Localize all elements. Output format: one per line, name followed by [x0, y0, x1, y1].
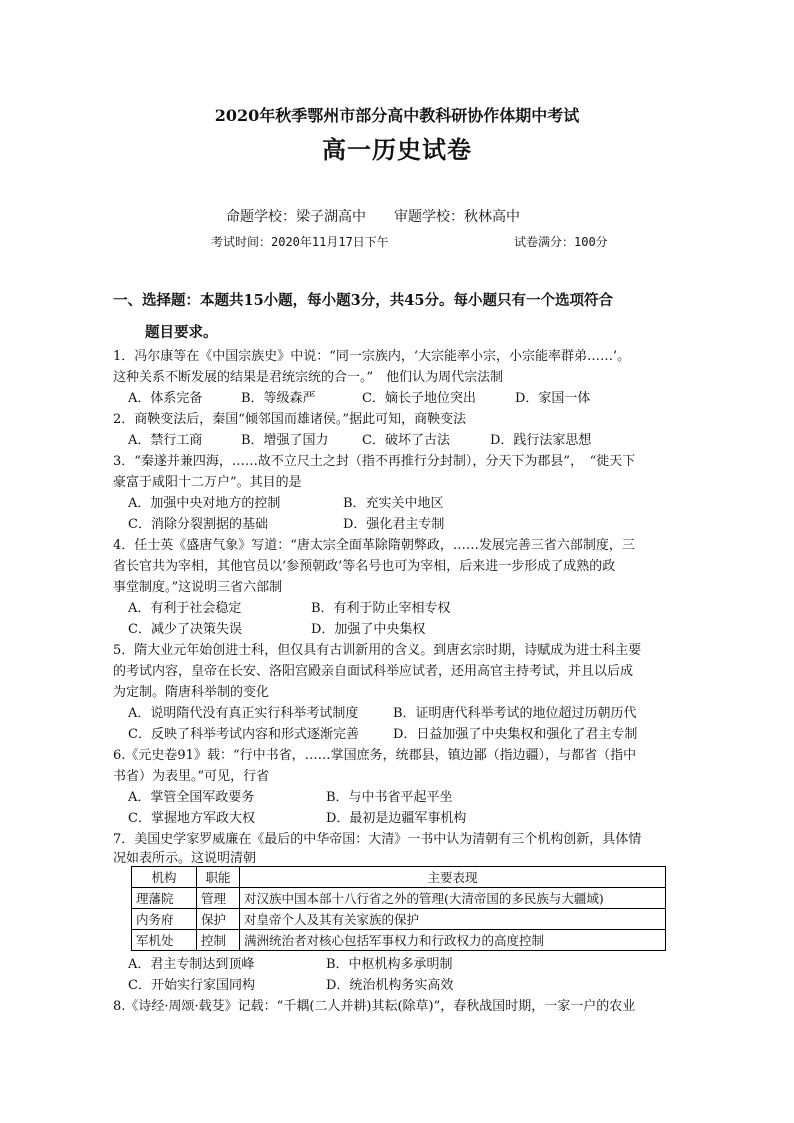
table-cell: 保护: [197, 909, 240, 930]
question-5-text-cont1: 的考试内容，皇帝在长安、洛阳宫殿亲自面试科举应试者，还用高官主持考试，并且以后成: [113, 664, 634, 679]
exam-time: 考试时间：2020年11月17日下午: [211, 235, 389, 249]
table-header-cell: 主要表现: [240, 867, 666, 888]
table-cell: 内务府: [132, 909, 197, 930]
section-heading-cont: 题目要求。: [145, 324, 218, 341]
section-heading: 一、选择题：本题共15小题，每小题3分，共45分。每小题只有一个选项符合: [113, 292, 613, 309]
question-4-text-cont1: 省长官共为宰相，其他官员以‘参预朝政’等名号也可为宰相，后来进一步形成了成熟的政: [113, 559, 616, 574]
q1-option-a: A．体系完备: [128, 391, 203, 406]
question-5-text: 5．隋大业元年始创进士科，但仅具有古训新用的含义。到唐玄宗时期，诗赋成为进士科主要: [113, 643, 642, 658]
table-cell: 对皇帝个人及其有关家族的保护: [240, 909, 666, 930]
q5-option-d: D．日益加强了中央集权和强化了君主专制: [393, 727, 638, 742]
q3-option-d: D．强化君主专制: [343, 517, 445, 532]
table-cell: 满洲统治者对核心包括军事权力和行政权力的高度控制: [240, 930, 666, 951]
q2-option-c: C．破坏了古法: [362, 433, 450, 448]
q6-option-b: B．与中书省平起平坐: [326, 790, 453, 805]
q7-option-c: C．开始实行家国同构: [128, 978, 255, 993]
table-cell: 管理: [197, 888, 240, 909]
q1-option-d: D．家国一体: [515, 391, 591, 406]
question-6-text-cont: 书省）为表里。”可见，行省: [113, 769, 270, 784]
question-3-text-cont: 豪富于咸阳十二万户”。其目的是: [113, 475, 302, 490]
q4-option-a: A．有利于社会稳定: [128, 601, 242, 616]
table-cell: 控制: [197, 930, 240, 951]
q2-option-a: A．禁行工商: [128, 433, 203, 448]
table-header-cell: 机构: [132, 867, 197, 888]
exam-title: 2020年秋季鄂州市部分高中教科研协作体期中考试: [214, 106, 580, 125]
table-header-cell: 职能: [197, 867, 240, 888]
question-1-text: 1．冯尔康等在《中国宗族史》中说：“同一宗族内，‘大宗能率小宗，小宗能率群弟……’。: [113, 349, 631, 364]
question-5-text-cont2: 为定制。隋唐科举制的变化: [113, 685, 270, 700]
q3-option-b: B．充实关中地区: [343, 496, 444, 511]
q5-option-a: A．说明隋代没有真正实行科举考试制度: [128, 706, 359, 721]
question-3-text: 3．“秦遂并兼四海，……故不立尺土之封（指不再推行分封制），分天下为郡县”， “徙天下: [113, 454, 636, 469]
q4-option-d: D．加强了中央集权: [311, 622, 426, 637]
table-row: [132, 930, 666, 951]
q3-option-a: A．加强中央对地方的控制: [128, 496, 281, 511]
table-row: [132, 909, 666, 930]
q6-option-a: A．掌管全国军政要务: [128, 790, 255, 805]
question-7-text: 7．美国史学家罗威廉在《最后的中华帝国：大清》一书中认为清朝有三个机构创新，具体情: [113, 832, 642, 847]
q2-option-d: D．践行法家思想: [490, 433, 592, 448]
q4-option-c: C．减少了决策失误: [128, 622, 242, 637]
question-4-text-cont2: 事堂制度。”这说明三省六部制: [113, 580, 283, 595]
q6-option-c: C．掌握地方军政大权: [128, 811, 255, 826]
q7-option-a: A．君主专制达到顶峰: [128, 957, 255, 972]
q1-option-b: B．等级森严: [241, 391, 316, 406]
q5-option-b: B．证明唐代科举考试的地位超过历朝历代: [393, 706, 637, 721]
schools-line: 命题学校：梁子湖高中 审题学校：秋林高中: [226, 209, 520, 225]
table-row: [132, 888, 666, 909]
exam-subject-title: 高一历史试卷: [322, 135, 472, 164]
question-1-text-cont: 这种关系不断发展的结果是君统宗统的合一。” 他们认为周代宗法制: [113, 370, 504, 385]
institutions-table: [131, 866, 666, 951]
full-score: 试卷满分：100分: [514, 235, 608, 249]
question-7-text-cont: 况如表所示。这说明清朝: [113, 851, 257, 866]
question-2-text: 2．商鞅变法后，秦国“倾邻国而雄诸侯。”据此可知，商鞅变法: [113, 412, 467, 427]
q7-option-d: D．统治机构务实高效: [326, 978, 454, 993]
table-header-row: [132, 867, 666, 888]
q6-option-d: D．最初是边疆军事机构: [326, 811, 467, 826]
question-6-text: 6.《元史卷91》载：“行中书省，……掌国庶务，统郡县，镇边鄙（指边疆），与都省（指中: [113, 748, 637, 763]
q4-option-b: B．有利于防止宰相专权: [311, 601, 451, 616]
q5-option-c: C．反映了科举考试内容和形式逐渐完善: [128, 727, 359, 742]
q2-option-b: B．增强了国力: [241, 433, 329, 448]
question-8-text: 8.《诗经·周颂·载芟》记载：“千耦(二人并耕)其耘(除草)”，春秋战国时期，一家一户的农业: [113, 999, 636, 1014]
question-4-text: 4．任士英《盛唐气象》写道：“唐太宗全面革除隋朝弊政，……发展完善三省六部制度，三: [113, 538, 635, 553]
table-cell: 对汉族中国本部十八行省之外的管理(大清帝国的多民族与大疆域): [240, 888, 666, 909]
q7-option-b: B．中枢机构多承明制: [326, 957, 453, 972]
table-cell: 理藩院: [132, 888, 197, 909]
table-cell: 军机处: [132, 930, 197, 951]
q1-option-c: C．嫡长子地位突出: [362, 391, 476, 406]
q3-option-c: C．消除分裂割据的基础: [128, 517, 268, 532]
